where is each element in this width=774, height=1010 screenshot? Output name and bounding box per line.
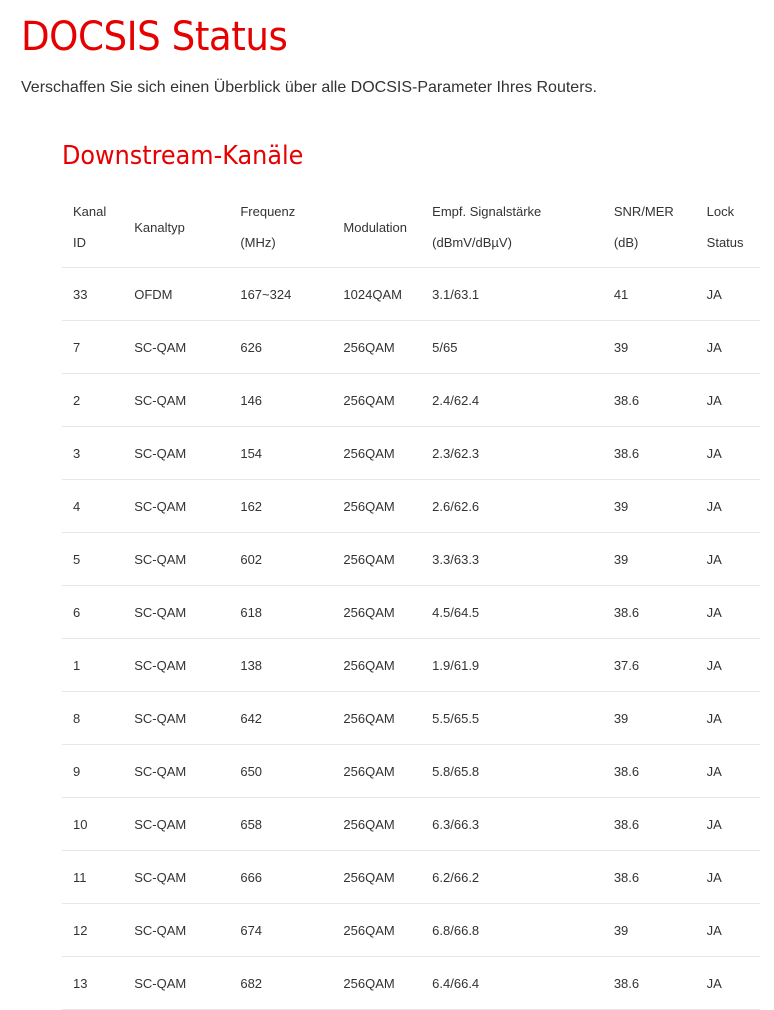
cell-lock-status: JA	[696, 639, 760, 692]
cell-frequency: 666	[229, 851, 332, 904]
cell-snr: 38.6	[603, 957, 696, 1010]
header-frequency	[229, 187, 332, 268]
table-row	[62, 533, 760, 586]
header-frequency-line1: Frequenz	[240, 204, 296, 219]
cell-channel-type: SC-QAM	[123, 692, 229, 745]
header-channel-id-line2: ID	[73, 235, 86, 250]
cell-snr: 38.6	[603, 586, 696, 639]
header-channel-type-label: Kanaltyp	[134, 219, 185, 235]
cell-channel-type: SC-QAM	[123, 586, 229, 639]
cell-channel-id: 11	[62, 851, 123, 904]
table-row	[62, 904, 760, 957]
table-row	[62, 427, 760, 480]
table-row	[62, 957, 760, 1010]
cell-modulation: 256QAM	[332, 533, 421, 586]
cell-channel-id: 9	[62, 745, 123, 798]
header-lock-status-line1: Lock	[706, 204, 735, 219]
table-row	[62, 321, 760, 374]
cell-channel-type: SC-QAM	[123, 745, 229, 798]
cell-modulation: 256QAM	[332, 798, 421, 851]
cell-channel-type: SC-QAM	[123, 904, 229, 957]
cell-modulation: 256QAM	[332, 586, 421, 639]
cell-signal-power: 3.1/63.1	[421, 268, 603, 321]
cell-channel-id: 1	[62, 639, 123, 692]
table-row	[62, 586, 760, 639]
cell-snr: 37.6	[603, 639, 696, 692]
header-modulation-label: Modulation	[343, 219, 408, 235]
cell-signal-power: 2.6/62.6	[421, 480, 603, 533]
cell-channel-type: SC-QAM	[123, 533, 229, 586]
cell-signal-power: 2.4/62.4	[421, 374, 603, 427]
cell-lock-status: JA	[696, 321, 760, 374]
cell-channel-id: 33	[62, 268, 123, 321]
cell-lock-status: JA	[696, 745, 760, 798]
cell-modulation: 256QAM	[332, 480, 421, 533]
cell-modulation: 256QAM	[332, 692, 421, 745]
cell-frequency: 146	[229, 374, 332, 427]
cell-signal-power: 6.2/66.2	[421, 851, 603, 904]
cell-signal-power: 6.4/66.4	[421, 957, 603, 1010]
cell-frequency: 138	[229, 639, 332, 692]
table-body	[62, 268, 760, 1010]
header-signal-power-line1: Empf. Signalstärke	[432, 204, 542, 219]
cell-modulation: 1024QAM	[332, 268, 421, 321]
cell-frequency: 162	[229, 480, 332, 533]
cell-snr: 39	[603, 904, 696, 957]
cell-snr: 38.6	[603, 851, 696, 904]
cell-channel-id: 8	[62, 692, 123, 745]
table-header	[62, 187, 760, 268]
table-row	[62, 745, 760, 798]
header-signal-power	[421, 187, 603, 268]
header-signal-power-line2: (dBmV/dBµV)	[432, 235, 512, 250]
cell-modulation: 256QAM	[332, 374, 421, 427]
cell-channel-type: SC-QAM	[123, 480, 229, 533]
cell-channel-id: 12	[62, 904, 123, 957]
cell-frequency: 650	[229, 745, 332, 798]
cell-frequency: 154	[229, 427, 332, 480]
cell-channel-id: 2	[62, 374, 123, 427]
cell-snr: 38.6	[603, 427, 696, 480]
cell-channel-id: 5	[62, 533, 123, 586]
cell-channel-id: 13	[62, 957, 123, 1010]
cell-signal-power: 6.8/66.8	[421, 904, 603, 957]
cell-snr: 38.6	[603, 745, 696, 798]
cell-modulation: 256QAM	[332, 957, 421, 1010]
cell-signal-power: 2.3/62.3	[421, 427, 603, 480]
cell-channel-type: SC-QAM	[123, 427, 229, 480]
page-title: DOCSIS Status	[21, 14, 288, 60]
cell-frequency: 618	[229, 586, 332, 639]
cell-frequency: 167~324	[229, 268, 332, 321]
table-row	[62, 480, 760, 533]
cell-snr: 39	[603, 533, 696, 586]
cell-signal-power: 4.5/64.5	[421, 586, 603, 639]
cell-frequency: 602	[229, 533, 332, 586]
table-row	[62, 692, 760, 745]
table-row	[62, 268, 760, 321]
cell-channel-id: 4	[62, 480, 123, 533]
cell-signal-power: 5.5/65.5	[421, 692, 603, 745]
table-row	[62, 374, 760, 427]
cell-modulation: 256QAM	[332, 427, 421, 480]
cell-snr: 38.6	[603, 798, 696, 851]
cell-frequency: 658	[229, 798, 332, 851]
cell-signal-power: 1.9/61.9	[421, 639, 603, 692]
cell-lock-status: JA	[696, 374, 760, 427]
cell-channel-id: 10	[62, 798, 123, 851]
cell-snr: 39	[603, 480, 696, 533]
cell-lock-status: JA	[696, 427, 760, 480]
cell-channel-type: SC-QAM	[123, 957, 229, 1010]
cell-channel-type: SC-QAM	[123, 321, 229, 374]
cell-frequency: 682	[229, 957, 332, 1010]
header-frequency-line2: (MHz)	[240, 235, 276, 250]
cell-lock-status: JA	[696, 851, 760, 904]
cell-lock-status: JA	[696, 904, 760, 957]
cell-lock-status: JA	[696, 268, 760, 321]
cell-frequency: 626	[229, 321, 332, 374]
downstream-channels-table	[62, 187, 760, 1010]
cell-snr: 39	[603, 321, 696, 374]
header-channel-type	[123, 187, 229, 268]
cell-lock-status: JA	[696, 692, 760, 745]
page-subtitle: Verschaffen Sie sich einen Überblick über alle DOCSIS-Parameter Ihres Routers.	[21, 79, 597, 96]
downstream-section-title: Downstream-Kanäle	[62, 141, 304, 171]
header-snr-line1: SNR/MER	[613, 204, 674, 219]
cell-lock-status: JA	[696, 798, 760, 851]
cell-channel-id: 7	[62, 321, 123, 374]
cell-modulation: 256QAM	[332, 851, 421, 904]
cell-lock-status: JA	[696, 957, 760, 1010]
table-row	[62, 639, 760, 692]
header-modulation	[332, 187, 421, 268]
cell-frequency: 674	[229, 904, 332, 957]
table-row	[62, 798, 760, 851]
cell-signal-power: 5/65	[421, 321, 603, 374]
cell-channel-type: SC-QAM	[123, 374, 229, 427]
header-lock-status-line2: Status	[706, 235, 744, 250]
header-snr	[603, 187, 696, 268]
cell-channel-id: 6	[62, 586, 123, 639]
cell-channel-type: SC-QAM	[123, 851, 229, 904]
cell-frequency: 642	[229, 692, 332, 745]
cell-channel-type: OFDM	[123, 268, 229, 321]
cell-modulation: 256QAM	[332, 321, 421, 374]
header-snr-line2: (dB)	[613, 235, 639, 250]
cell-channel-type: SC-QAM	[123, 798, 229, 851]
cell-modulation: 256QAM	[332, 904, 421, 957]
header-channel-id-line1: Kanal	[73, 204, 107, 219]
cell-lock-status: JA	[696, 533, 760, 586]
cell-signal-power: 6.3/66.3	[421, 798, 603, 851]
cell-snr: 38.6	[603, 374, 696, 427]
cell-channel-id: 3	[62, 427, 123, 480]
cell-lock-status: JA	[696, 480, 760, 533]
cell-lock-status: JA	[696, 586, 760, 639]
cell-modulation: 256QAM	[332, 639, 421, 692]
header-channel-id	[62, 187, 123, 268]
cell-modulation: 256QAM	[332, 745, 421, 798]
cell-signal-power: 5.8/65.8	[421, 745, 603, 798]
cell-snr: 39	[603, 692, 696, 745]
cell-snr: 41	[603, 268, 696, 321]
table-row	[62, 851, 760, 904]
table-header-row	[62, 187, 760, 268]
cell-signal-power: 3.3/63.3	[421, 533, 603, 586]
cell-channel-type: SC-QAM	[123, 639, 229, 692]
header-lock-status	[696, 187, 760, 268]
